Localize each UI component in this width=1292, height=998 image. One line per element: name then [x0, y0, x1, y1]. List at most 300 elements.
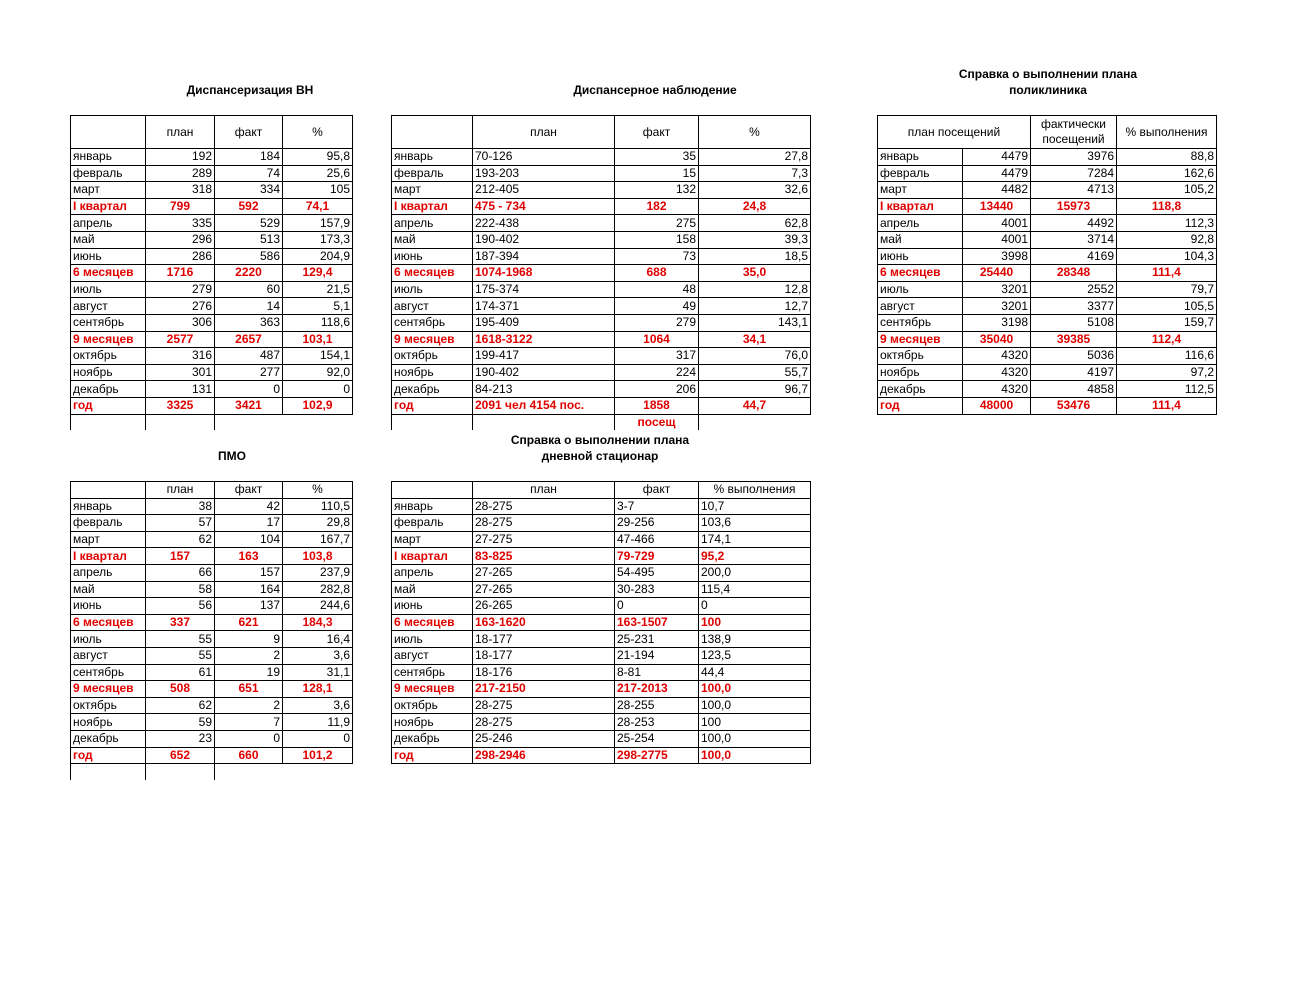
dn-cell-fact: 158 [615, 231, 699, 248]
dn-cell-label: июнь [392, 248, 473, 265]
dn-cell-plan: 174-371 [473, 298, 615, 315]
pol-cell-label: апрель [878, 215, 963, 232]
vn-cell-fact: 60 [215, 281, 283, 298]
ds-cell-label: год [392, 747, 473, 764]
ds-cell-percent: 103,6 [699, 515, 811, 532]
dn-cell-plan: 193-203 [473, 165, 615, 182]
pol-cell-percent: 118,8 [1117, 198, 1217, 215]
dn-cell-fact: 73 [615, 248, 699, 265]
vn-table-row [71, 381, 353, 398]
pmo-cell-percent: 11,9 [283, 714, 353, 731]
pol-cell-label: октябрь [878, 348, 963, 365]
pol-cell-label: июнь [878, 248, 963, 265]
pmo-cell-fact: 7 [215, 714, 283, 731]
vn-cell-label: год [71, 397, 146, 414]
ds-cell-percent: 200,0 [699, 564, 811, 581]
pmo-cell-percent: 3,6 [283, 697, 353, 714]
vn-cell-plan: 131 [146, 381, 215, 398]
pmo-cell-fact: 660 [215, 747, 283, 764]
dn-table-row [392, 149, 811, 166]
dn-cell-label: ноябрь [392, 364, 473, 381]
vn-cell-plan: 286 [146, 248, 215, 265]
ds-cell-percent: 44,4 [699, 664, 811, 681]
pol-cell-fact: 3976 [1031, 149, 1117, 166]
pmo-table-row [71, 598, 353, 615]
vn-cell-label: июль [71, 281, 146, 298]
dn-cell-fact: 224 [615, 364, 699, 381]
pmo-cell-label: март [71, 531, 146, 548]
ds-cell-fact: 79-729 [615, 548, 699, 565]
pol-cell-percent: 105,5 [1117, 298, 1217, 315]
dn-cell-percent: 24,8 [699, 198, 811, 215]
ds-cell-label: апрель [392, 564, 473, 581]
pmo-table-row [71, 664, 353, 681]
pmo-cell-fact: 19 [215, 664, 283, 681]
ds-cell-fact: 29-256 [615, 515, 699, 532]
vn-cell-label: май [71, 231, 146, 248]
pmo-header-row [71, 482, 353, 499]
pol-cell-fact: 3714 [1031, 231, 1117, 248]
dn-cell-fact: 206 [615, 381, 699, 398]
ds-table-row [392, 564, 811, 581]
pmo-cell-fact: 621 [215, 614, 283, 631]
pol-cell-plan: 13440 [963, 198, 1031, 215]
vn-cell-fact: 3421 [215, 397, 283, 414]
vn-cell-plan: 289 [146, 165, 215, 182]
pol-body [878, 149, 1217, 415]
pol-cell-percent: 111,4 [1117, 397, 1217, 414]
dn-table-row [392, 248, 811, 265]
pmo-cell-fact: 9 [215, 631, 283, 648]
vn-summary-row [71, 265, 353, 282]
ds-summary-row [392, 747, 811, 764]
pol-header-percent: % выполнения [1117, 116, 1217, 149]
vn-cell-fact: 0 [215, 381, 283, 398]
dn-cell-fact: 182 [615, 198, 699, 215]
ds-cell-fact: 25-231 [615, 631, 699, 648]
pol-cell-label: август [878, 298, 963, 315]
ds-cell-label: март [392, 531, 473, 548]
pol-cell-plan: 48000 [963, 397, 1031, 414]
ds-title-line2: дневной стационар [541, 449, 659, 463]
vn-cell-percent: 204,9 [283, 248, 353, 265]
pmo-body [71, 498, 353, 780]
pmo-cell-label: I квартал [71, 548, 146, 565]
vn-cell-plan: 335 [146, 215, 215, 232]
ds-cell-percent: 100 [699, 614, 811, 631]
dn-table-row [392, 314, 811, 331]
dn-table-row [392, 215, 811, 232]
dn-table-row [392, 364, 811, 381]
dn-cell-percent: 35,0 [699, 265, 811, 282]
pol-cell-fact: 5036 [1031, 348, 1117, 365]
ds-cell-percent: 123,5 [699, 647, 811, 664]
ds-cell-plan: 25-246 [473, 730, 615, 747]
dn-cell-plan: 1618-3122 [473, 331, 615, 348]
pmo-tail-cell [146, 764, 215, 780]
ds-table-row [392, 498, 811, 515]
ds-cell-label: июль [392, 631, 473, 648]
dn-table-row [392, 182, 811, 199]
vn-cell-plan: 296 [146, 231, 215, 248]
pmo-cell-plan: 66 [146, 564, 215, 581]
pmo-cell-fact: 2 [215, 697, 283, 714]
dn-cell-percent: 12,7 [699, 298, 811, 315]
ds-cell-plan: 163-1620 [473, 614, 615, 631]
pmo-cell-label: год [71, 747, 146, 764]
pol-cell-fact: 53476 [1031, 397, 1117, 414]
dn-cell-fact: 48 [615, 281, 699, 298]
dn-cell-fact: 132 [615, 182, 699, 199]
dn-cell-percent: 39,3 [699, 231, 811, 248]
pmo-summary-row [71, 747, 353, 764]
pol-cell-label: июль [878, 281, 963, 298]
pmo-tail-cell [71, 764, 146, 780]
dn-title: Диспансерное наблюдение [573, 83, 737, 97]
dn-cell-label: октябрь [392, 348, 473, 365]
dn-tail-cell [392, 414, 473, 430]
dn-cell-fact: 275 [615, 215, 699, 232]
pol-cell-plan: 4001 [963, 231, 1031, 248]
pol-cell-fact: 4858 [1031, 381, 1117, 398]
pol-cell-label: декабрь [878, 381, 963, 398]
ds-table-row [392, 664, 811, 681]
vn-table-row [71, 182, 353, 199]
vn-header-row [71, 116, 353, 149]
dn-tail-cell [473, 414, 615, 430]
vn-tail-cell [146, 414, 215, 430]
ds-cell-label: февраль [392, 515, 473, 532]
pmo-table-row [71, 647, 353, 664]
dn-cell-plan: 222-438 [473, 215, 615, 232]
pmo-table-row [71, 581, 353, 598]
pol-cell-label: год [878, 397, 963, 414]
pmo-cell-fact: 164 [215, 581, 283, 598]
dn-cell-fact: 1064 [615, 331, 699, 348]
pmo-cell-label: июнь [71, 598, 146, 615]
dn-summary-row [392, 331, 811, 348]
ds-cell-percent: 100,0 [699, 681, 811, 698]
vn-cell-plan: 276 [146, 298, 215, 315]
ds-cell-plan: 28-275 [473, 714, 615, 731]
ds-cell-label: I квартал [392, 548, 473, 565]
vn-table-row [71, 231, 353, 248]
pol-cell-percent: 112,4 [1117, 331, 1217, 348]
vn-summary-row [71, 397, 353, 414]
ds-table-row [392, 531, 811, 548]
vn-cell-percent: 103,1 [283, 331, 353, 348]
pmo-cell-percent: 237,9 [283, 564, 353, 581]
vn-title: Диспансеризация ВН [186, 83, 314, 97]
pmo-cell-fact: 163 [215, 548, 283, 565]
vn-cell-label: январь [71, 149, 146, 166]
vn-table-row [71, 149, 353, 166]
dn-cell-plan: 199-417 [473, 348, 615, 365]
vn-cell-fact: 277 [215, 364, 283, 381]
pmo-cell-label: ноябрь [71, 714, 146, 731]
pol-cell-percent: 105,2 [1117, 182, 1217, 199]
dn-cell-plan: 190-402 [473, 364, 615, 381]
pmo-table-row [71, 730, 353, 747]
pol-cell-percent: 159,7 [1117, 314, 1217, 331]
vn-cell-label: апрель [71, 215, 146, 232]
ds-cell-fact: 217-2013 [615, 681, 699, 698]
pol-cell-plan: 3198 [963, 314, 1031, 331]
pol-cell-plan: 4479 [963, 165, 1031, 182]
dn-cell-percent: 76,0 [699, 348, 811, 365]
pmo-cell-plan: 57 [146, 515, 215, 532]
vn-cell-plan: 316 [146, 348, 215, 365]
ds-cell-label: декабрь [392, 730, 473, 747]
vn-header-fact: факт [215, 116, 283, 149]
pmo-cell-plan: 61 [146, 664, 215, 681]
dn-table-row [392, 381, 811, 398]
vn-body [71, 149, 353, 431]
ds-summary-row [392, 548, 811, 565]
vn-cell-fact: 2657 [215, 331, 283, 348]
ds-cell-plan: 26-265 [473, 598, 615, 615]
pol-table-row [878, 314, 1217, 331]
dn-cell-label: 9 месяцев [392, 331, 473, 348]
vn-cell-percent: 95,8 [283, 149, 353, 166]
pmo-cell-percent: 128,1 [283, 681, 353, 698]
pol-cell-percent: 92,8 [1117, 231, 1217, 248]
pol-cell-percent: 162,6 [1117, 165, 1217, 182]
vn-cell-plan: 3325 [146, 397, 215, 414]
ds-cell-plan: 298-2946 [473, 747, 615, 764]
pmo-cell-percent: 167,7 [283, 531, 353, 548]
ds-cell-fact: 21-194 [615, 647, 699, 664]
pol-cell-fact: 3377 [1031, 298, 1117, 315]
vn-tail-cell [71, 414, 146, 430]
vn-cell-label: ноябрь [71, 364, 146, 381]
pmo-cell-plan: 652 [146, 747, 215, 764]
ds-cell-percent: 100 [699, 714, 811, 731]
dn-cell-percent: 32,6 [699, 182, 811, 199]
dn-cell-fact: 35 [615, 149, 699, 166]
pol-summary-row [878, 198, 1217, 215]
ds-cell-plan: 217-2150 [473, 681, 615, 698]
pmo-title: ПМО [218, 449, 246, 463]
ds-table-row [392, 647, 811, 664]
ds-cell-fact: 3-7 [615, 498, 699, 515]
ds-cell-percent: 10,7 [699, 498, 811, 515]
dn-cell-plan: 190-402 [473, 231, 615, 248]
pmo-header-plan: план [146, 482, 215, 499]
dn-cell-plan: 475 - 734 [473, 198, 615, 215]
pol-table-row [878, 348, 1217, 365]
pmo-cell-fact: 651 [215, 681, 283, 698]
pmo-table-row [71, 515, 353, 532]
pol-cell-label: 6 месяцев [878, 265, 963, 282]
pmo-cell-percent: 0 [283, 730, 353, 747]
pol-cell-fact: 15973 [1031, 198, 1117, 215]
pmo-table-row [71, 697, 353, 714]
vn-cell-percent: 92,0 [283, 364, 353, 381]
pmo-cell-percent: 184,3 [283, 614, 353, 631]
vn-header-percent: % [283, 116, 353, 149]
dn-header-label [392, 116, 473, 149]
dn-cell-percent: 143,1 [699, 314, 811, 331]
dn-cell-percent: 18,5 [699, 248, 811, 265]
pmo-cell-label: август [71, 647, 146, 664]
pmo-cell-label: апрель [71, 564, 146, 581]
pol-cell-fact: 4492 [1031, 215, 1117, 232]
pmo-cell-label: февраль [71, 515, 146, 532]
ds-cell-plan: 18-176 [473, 664, 615, 681]
ds-header-plan: план [473, 482, 615, 499]
ds-cell-plan: 18-177 [473, 647, 615, 664]
vn-cell-fact: 334 [215, 182, 283, 199]
dn-table [391, 115, 811, 430]
pmo-cell-percent: 103,8 [283, 548, 353, 565]
pol-cell-label: 9 месяцев [878, 331, 963, 348]
ds-cell-plan: 18-177 [473, 631, 615, 648]
vn-table [70, 115, 353, 430]
dn-tail-cell [699, 414, 811, 430]
ds-cell-fact: 25-254 [615, 730, 699, 747]
pmo-header-label [71, 482, 146, 499]
vn-cell-fact: 586 [215, 248, 283, 265]
vn-cell-percent: 25,6 [283, 165, 353, 182]
ds-cell-fact: 298-2775 [615, 747, 699, 764]
pol-cell-plan: 35040 [963, 331, 1031, 348]
pol-cell-plan: 4479 [963, 149, 1031, 166]
pol-cell-percent: 97,2 [1117, 364, 1217, 381]
dn-cell-plan: 187-394 [473, 248, 615, 265]
dn-cell-plan: 175-374 [473, 281, 615, 298]
pmo-cell-plan: 337 [146, 614, 215, 631]
pmo-cell-plan: 38 [146, 498, 215, 515]
ds-summary-row [392, 614, 811, 631]
dn-cell-label: июль [392, 281, 473, 298]
vn-cell-percent: 21,5 [283, 281, 353, 298]
vn-cell-fact: 2220 [215, 265, 283, 282]
pmo-cell-percent: 3,6 [283, 647, 353, 664]
pol-header-row [878, 116, 1217, 149]
dn-cell-label: май [392, 231, 473, 248]
pmo-header-fact: факт [215, 482, 283, 499]
dn-cell-percent: 44,7 [699, 397, 811, 414]
pmo-cell-percent: 31,1 [283, 664, 353, 681]
dn-cell-label: декабрь [392, 381, 473, 398]
dn-cell-label: январь [392, 149, 473, 166]
pol-table-row [878, 364, 1217, 381]
pol-title-line1: Справка о выполнении плана [958, 67, 1138, 81]
pmo-cell-plan: 55 [146, 647, 215, 664]
ds-cell-label: 6 месяцев [392, 614, 473, 631]
pmo-table-row [71, 564, 353, 581]
pol-cell-label: сентябрь [878, 314, 963, 331]
dn-table-row [392, 165, 811, 182]
vn-cell-fact: 529 [215, 215, 283, 232]
ds-cell-label: октябрь [392, 697, 473, 714]
vn-cell-percent: 102,9 [283, 397, 353, 414]
pmo-tail-cell [283, 764, 353, 780]
dn-cell-plan: 84-213 [473, 381, 615, 398]
vn-cell-fact: 74 [215, 165, 283, 182]
ds-title [460, 432, 740, 464]
dn-cell-percent: 27,8 [699, 149, 811, 166]
vn-table-row [71, 165, 353, 182]
dn-tail-row [392, 414, 811, 430]
ds-cell-fact: 54-495 [615, 564, 699, 581]
pol-table-row [878, 381, 1217, 398]
vn-table-row [71, 364, 353, 381]
dn-cell-percent: 62,8 [699, 215, 811, 232]
pol-cell-percent: 104,3 [1117, 248, 1217, 265]
pol-table-row [878, 215, 1217, 232]
vn-table-row [71, 281, 353, 298]
pmo-cell-percent: 101,2 [283, 747, 353, 764]
ds-cell-plan: 28-275 [473, 515, 615, 532]
vn-tail-row [71, 414, 353, 430]
dn-cell-plan: 2091 чел 4154 пос. [473, 397, 615, 414]
pmo-cell-percent: 16,4 [283, 631, 353, 648]
vn-cell-fact: 14 [215, 298, 283, 315]
pmo-tail-cell [215, 764, 283, 780]
dn-summary-row [392, 265, 811, 282]
vn-cell-label: 9 месяцев [71, 331, 146, 348]
ds-cell-percent: 138,9 [699, 631, 811, 648]
ds-cell-plan: 27-265 [473, 564, 615, 581]
pol-table-row [878, 149, 1217, 166]
pmo-cell-fact: 104 [215, 531, 283, 548]
vn-cell-percent: 5,1 [283, 298, 353, 315]
dn-table-row [392, 298, 811, 315]
pol-title-line2: поликлиника [1009, 83, 1087, 97]
ds-cell-label: август [392, 647, 473, 664]
dn-table-row [392, 348, 811, 365]
pmo-tail-row [71, 764, 353, 780]
ds-cell-plan: 28-275 [473, 697, 615, 714]
vn-cell-label: I квартал [71, 198, 146, 215]
dn-cell-percent: 7,3 [699, 165, 811, 182]
ds-cell-fact: 30-283 [615, 581, 699, 598]
vn-cell-fact: 363 [215, 314, 283, 331]
pol-cell-label: ноябрь [878, 364, 963, 381]
vn-cell-fact: 487 [215, 348, 283, 365]
pmo-cell-percent: 282,8 [283, 581, 353, 598]
ds-cell-label: июнь [392, 598, 473, 615]
vn-cell-plan: 799 [146, 198, 215, 215]
vn-cell-percent: 173,3 [283, 231, 353, 248]
ds-cell-label: ноябрь [392, 714, 473, 731]
ds-header-fact: факт [615, 482, 699, 499]
pol-cell-plan: 3201 [963, 281, 1031, 298]
pmo-cell-plan: 157 [146, 548, 215, 565]
ds-cell-plan: 27-265 [473, 581, 615, 598]
pol-cell-plan: 4320 [963, 381, 1031, 398]
ds-cell-percent: 0 [699, 598, 811, 615]
vn-cell-label: март [71, 182, 146, 199]
pmo-cell-fact: 0 [215, 730, 283, 747]
ds-cell-label: май [392, 581, 473, 598]
pol-cell-plan: 4001 [963, 215, 1031, 232]
dn-header-percent: % [699, 116, 811, 149]
vn-cell-fact: 592 [215, 198, 283, 215]
pol-cell-label: февраль [878, 165, 963, 182]
pmo-cell-label: май [71, 581, 146, 598]
vn-cell-percent: 74,1 [283, 198, 353, 215]
pmo-cell-label: декабрь [71, 730, 146, 747]
ds-table-row [392, 631, 811, 648]
pmo-summary-row [71, 681, 353, 698]
vn-cell-fact: 184 [215, 149, 283, 166]
ds-cell-percent: 100,0 [699, 747, 811, 764]
ds-cell-fact: 8-81 [615, 664, 699, 681]
ds-table-row [392, 598, 811, 615]
